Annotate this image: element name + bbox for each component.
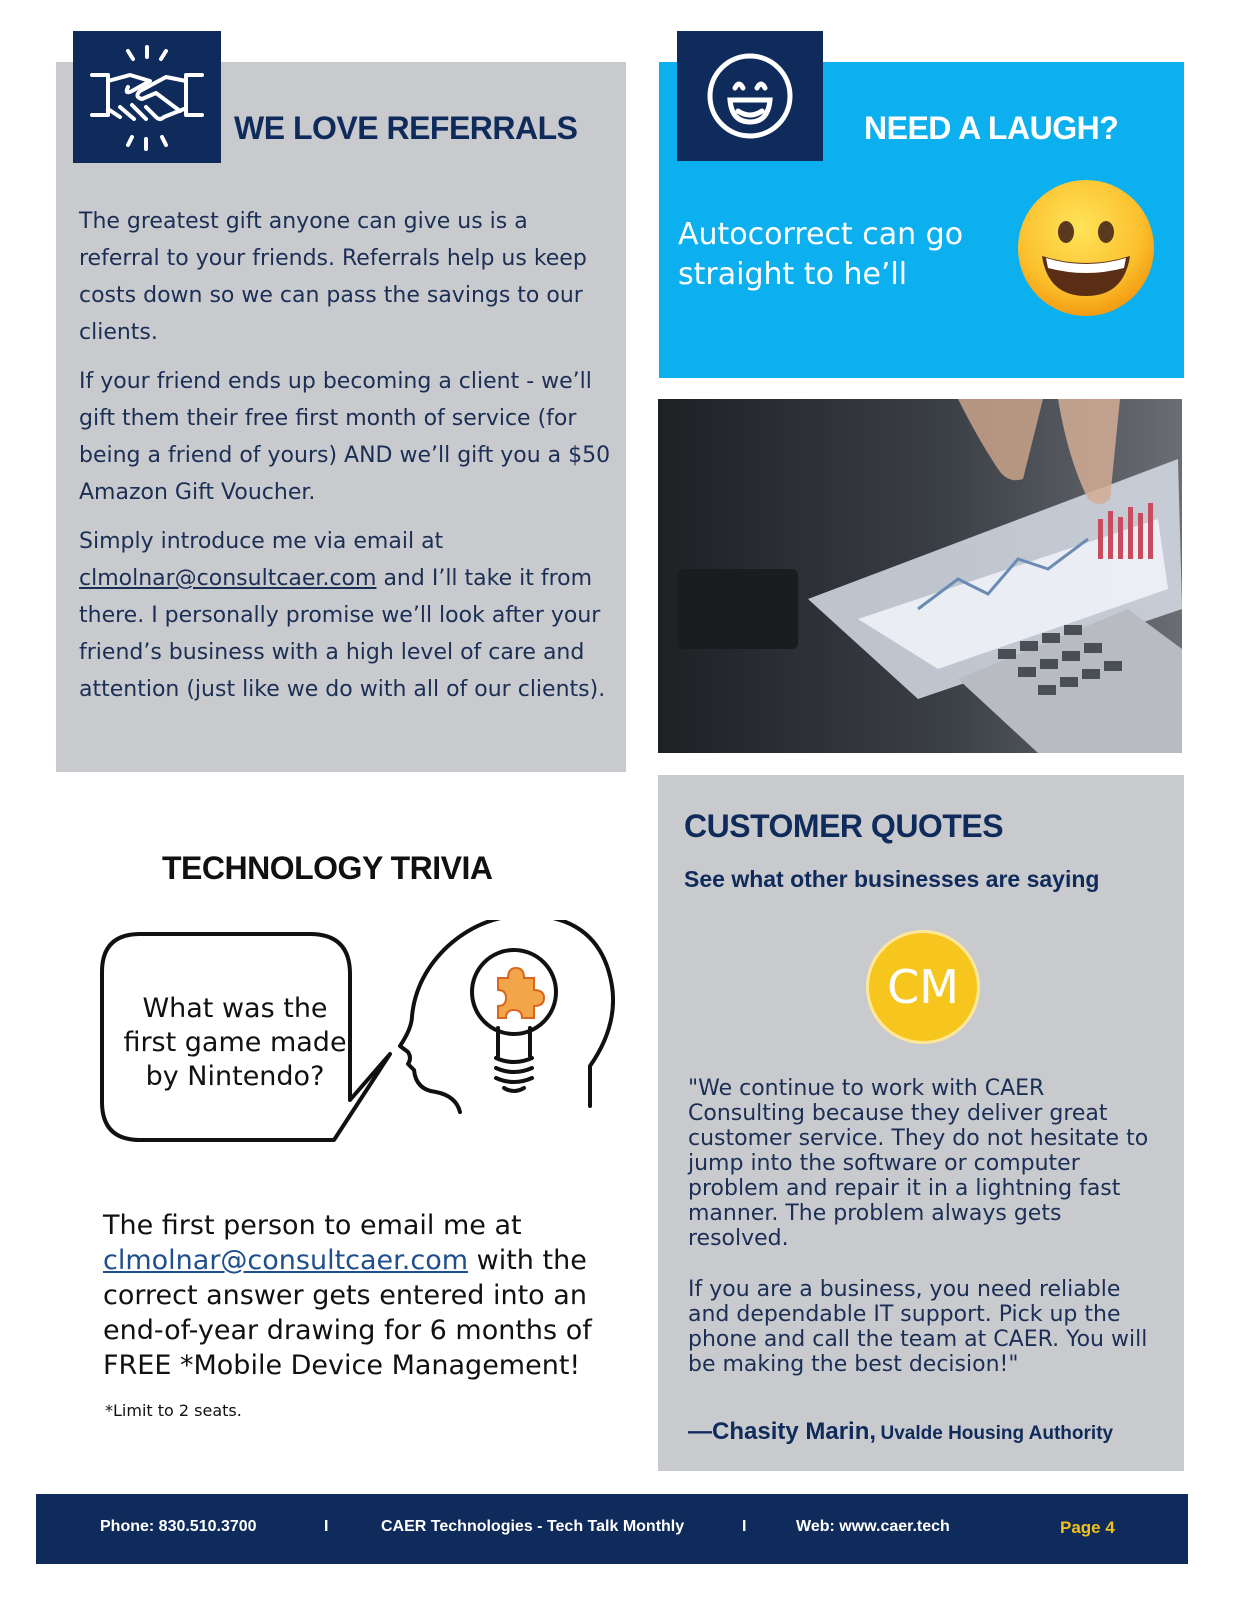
laugh-joke: Autocorrect can go straight to he’ll	[678, 217, 964, 292]
trivia-intro-text: The first person to email me at	[103, 1210, 522, 1241]
referrals-intro-text: Simply introduce me via email at	[79, 529, 444, 554]
footer-separator-2: I	[742, 1518, 747, 1535]
laugh-title: NEED A LAUGH?	[864, 110, 1119, 146]
testimonial-text	[688, 1076, 1158, 1403]
referrals-email-link[interactable]: clmolnar@consultcaer.com	[79, 566, 377, 591]
footer-page-number: Page 4	[1060, 1518, 1115, 1537]
footer-separator-1: I	[324, 1518, 329, 1535]
footer-phone: Phone: 830.510.3700	[100, 1518, 257, 1535]
customer-quotes-title: CUSTOMER QUOTES	[684, 808, 1004, 844]
smiley-face-icon	[702, 48, 798, 144]
referrals-paragraph-1: The greatest gift anyone can give us is a referral to your friends. Referrals help us keep costs down so we can pass the savings to our clients.	[79, 209, 587, 345]
grinning-emoji-icon	[1014, 176, 1158, 320]
trivia-footnote: *Limit to 2 seats.	[105, 1401, 242, 1420]
trivia-body	[103, 1208, 623, 1383]
puzzle-piece-icon	[498, 968, 544, 1018]
testimonial-paragraph-2: If you are a business, you need reliable and dependable IT support. Pick up the phone and call the team at CAER. You will be making the best decision!"	[688, 1277, 1148, 1377]
footer-bar	[36, 1494, 1188, 1564]
trivia-question: What was the first game made by Nintendo?	[123, 993, 347, 1092]
footer-publication: CAER Technologies - Tech Talk Monthly	[381, 1518, 685, 1535]
author-organization: Uvalde Housing Authority	[880, 1423, 1114, 1444]
footer-web[interactable]: Web: www.caer.tech	[796, 1518, 950, 1535]
business-charts-photo	[658, 399, 1182, 753]
testimonial-author	[688, 1418, 1113, 1446]
handshake-icon	[84, 41, 210, 153]
author-name: —Chasity Marin,	[688, 1418, 877, 1445]
referrals-paragraph-3	[79, 523, 614, 708]
referrals-title: WE LOVE REFERRALS	[234, 110, 578, 146]
trivia-details-text: with the correct answer gets entered into an end-of-year drawing for 6 months of FREE *Mobile Device Management!	[103, 1245, 592, 1381]
referrals-body	[79, 203, 614, 720]
trivia-email-link[interactable]: clmolnar@consultcaer.com	[103, 1245, 469, 1276]
avatar: CM	[866, 930, 980, 1044]
customer-quotes-subtitle: See what other businesses are saying	[684, 866, 1100, 892]
referrals-closing-text: and I’ll take it from there. I personally promise we’ll look after your friend’s business with a high level of care and attention (just like we do with all of our clients).	[79, 566, 606, 702]
trivia-title: TECHNOLOGY TRIVIA	[162, 850, 493, 886]
testimonial-paragraph-1: "We continue to work with CAER Consulting because they deliver great customer service. They do not hesitate to jump into the software or computer problem and repair it in a lightning fast manner. The problem always gets resolved.	[688, 1076, 1149, 1251]
laugh-icon-box	[677, 31, 823, 161]
referrals-paragraph-2: If your friend ends up becoming a client - we’ll gift them their free first month of service (for being a friend of yours) AND we’ll gift you a $50 Amazon Gift Voucher.	[79, 369, 611, 505]
referrals-icon-box	[73, 31, 221, 163]
